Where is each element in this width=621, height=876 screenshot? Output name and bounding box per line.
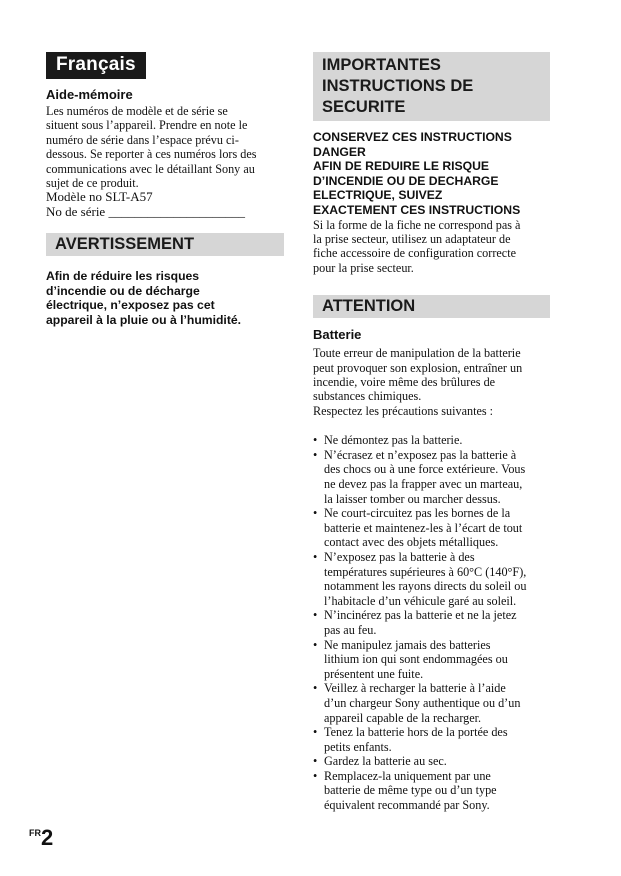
text-line: Afin de réduire les risques bbox=[46, 269, 200, 284]
list-item bbox=[313, 550, 550, 608]
text-line: Gardez la batterie au sec. bbox=[324, 754, 447, 769]
text-line: fiche accessoire de configuration correcte bbox=[313, 246, 517, 261]
text-line: substances chimiques. bbox=[313, 389, 422, 404]
bullet-icon: • bbox=[313, 768, 318, 783]
text-line: sujet de ce produit. bbox=[46, 176, 139, 191]
text-line: N’incinérez pas la batterie et ne la jetez bbox=[324, 608, 517, 623]
bullet-icon: • bbox=[313, 447, 318, 462]
text-line: batterie et maintenez-les à l’écart de tout bbox=[324, 520, 523, 535]
text-line: DANGER bbox=[313, 144, 366, 159]
text-line: ELECTRIQUE, SUIVEZ bbox=[313, 188, 443, 203]
bullet-icon: • bbox=[313, 681, 318, 696]
text-line: Tenez la batterie hors de la portée des bbox=[324, 725, 508, 740]
text-line: N’exposez pas la batterie à des bbox=[324, 549, 475, 564]
text-line: incendie, voire même des brûlures de bbox=[313, 375, 496, 389]
text-line: la prise secteur, utilisez un adaptateur de bbox=[313, 231, 511, 246]
text-line: températures supérieures à 60°C (140°F), bbox=[324, 564, 527, 579]
text-line: petits enfants. bbox=[324, 739, 392, 754]
list-item bbox=[313, 506, 550, 550]
serial-line: No de série _____________________ bbox=[46, 203, 245, 219]
page-prefix: FR bbox=[29, 828, 41, 838]
text-line: N’écrasez et n’exposez pas la batterie à bbox=[324, 447, 517, 462]
text-line: Les numéros de modèle et de série se bbox=[46, 104, 228, 118]
text-line: D’INCENDIE OU DE DECHARGE bbox=[313, 173, 499, 188]
battery-precautions-list bbox=[313, 433, 550, 812]
text-line: pour la prise secteur. bbox=[313, 260, 414, 275]
text-line: Ne court-circuitez pas les bornes de la bbox=[324, 506, 511, 521]
text-line: d’incendie ou de décharge bbox=[46, 283, 200, 298]
text-line: appareil capable de la recharger. bbox=[324, 710, 482, 725]
list-item bbox=[313, 725, 550, 754]
language-tab: Français bbox=[46, 52, 146, 79]
bullet-icon: • bbox=[313, 433, 318, 448]
bullet-icon: • bbox=[313, 608, 318, 623]
list-item bbox=[313, 433, 550, 448]
warning-text bbox=[46, 269, 284, 327]
model-line: Modèle no SLT-A57 bbox=[46, 189, 153, 205]
text-line: équivalent recommandé par Sony. bbox=[324, 798, 490, 813]
safety-instructions-banner bbox=[313, 52, 550, 121]
list-item bbox=[313, 638, 550, 682]
text-line: présentent une fuite. bbox=[324, 666, 424, 681]
text-line: lithium ion qui sont endommagées ou bbox=[324, 652, 508, 667]
aide-memoire-heading: Aide-mémoire bbox=[46, 87, 133, 102]
text-line: Ne démontez pas la batterie. bbox=[324, 433, 463, 448]
text-line: ne devez pas la frapper avec un marteau, bbox=[324, 477, 523, 491]
bullet-icon: • bbox=[313, 725, 318, 740]
text-line: d’un chargeur Sony authentique ou d’un bbox=[324, 695, 521, 710]
text-line: EXACTEMENT CES INSTRUCTIONS bbox=[313, 202, 521, 217]
text-line: Remplacez-la uniquement par une bbox=[324, 768, 491, 783]
text-line: Si la forme de la fiche ne correspond pas à bbox=[313, 217, 521, 232]
battery-intro bbox=[313, 346, 550, 418]
text-line: Ne manipulez jamais des batteries bbox=[324, 637, 491, 652]
aide-memoire-text bbox=[46, 104, 284, 219]
batterie-heading: Batterie bbox=[313, 327, 362, 343]
text-line: notamment les rayons directs du soleil ou bbox=[324, 579, 527, 594]
plug-adapter-text bbox=[313, 218, 550, 276]
list-item bbox=[313, 448, 550, 506]
text-line: CONSERVEZ CES INSTRUCTIONS bbox=[313, 130, 512, 144]
text-line: des chocs ou à une force extérieure. Vous bbox=[324, 462, 526, 477]
text-line: peut provoquer son explosion, entraîner un bbox=[313, 360, 523, 375]
bullet-icon: • bbox=[313, 506, 318, 521]
text-line: communications avec le détaillant Sony au bbox=[46, 161, 255, 176]
bullet-icon: • bbox=[313, 754, 318, 769]
bullet-icon: • bbox=[313, 549, 318, 564]
text-line: appareil à la pluie ou à l’humidité. bbox=[46, 313, 242, 328]
banner-line: IMPORTANTES bbox=[322, 56, 441, 74]
list-item bbox=[313, 608, 550, 637]
avertissement-banner: AVERTISSEMENT bbox=[46, 233, 284, 256]
text-line: contact avec des objets métalliques. bbox=[324, 535, 499, 550]
page-number-value: 2 bbox=[41, 825, 54, 850]
text-line: pas au feu. bbox=[324, 622, 377, 637]
page-number bbox=[29, 827, 53, 850]
banner-line: SECURITE bbox=[322, 98, 406, 116]
bullet-icon: • bbox=[313, 637, 318, 652]
text-line: AFIN DE REDUIRE LE RISQUE bbox=[313, 159, 490, 174]
list-item bbox=[313, 754, 550, 769]
text-line: l’habitacle d’un véhicule garé au soleil. bbox=[324, 593, 517, 608]
text-line: Respectez les précautions suivantes : bbox=[313, 403, 494, 418]
text-line: la laisser tomber ou marcher dessus. bbox=[324, 491, 501, 506]
attention-banner: ATTENTION bbox=[313, 295, 550, 318]
left-column bbox=[46, 52, 284, 328]
banner-line: INSTRUCTIONS DE bbox=[322, 77, 474, 95]
text-line: électrique, n’exposez pas cet bbox=[46, 298, 215, 313]
list-item bbox=[313, 681, 550, 725]
text-line: situent sous l’appareil. Prendre en note le bbox=[46, 118, 248, 133]
text-line: Veillez à recharger la batterie à l’aide bbox=[324, 681, 506, 696]
text-line: dessous. Se reporter à ces numéros lors des bbox=[46, 147, 257, 162]
danger-instructions bbox=[313, 130, 550, 218]
text-line: Toute erreur de manipulation de la batterie bbox=[313, 346, 521, 361]
text-line: numéro de série dans l’espace prévu ci- bbox=[46, 132, 239, 147]
list-item bbox=[313, 769, 550, 813]
text-line: batterie de même type ou d’un type bbox=[324, 783, 497, 798]
right-column bbox=[313, 52, 550, 813]
